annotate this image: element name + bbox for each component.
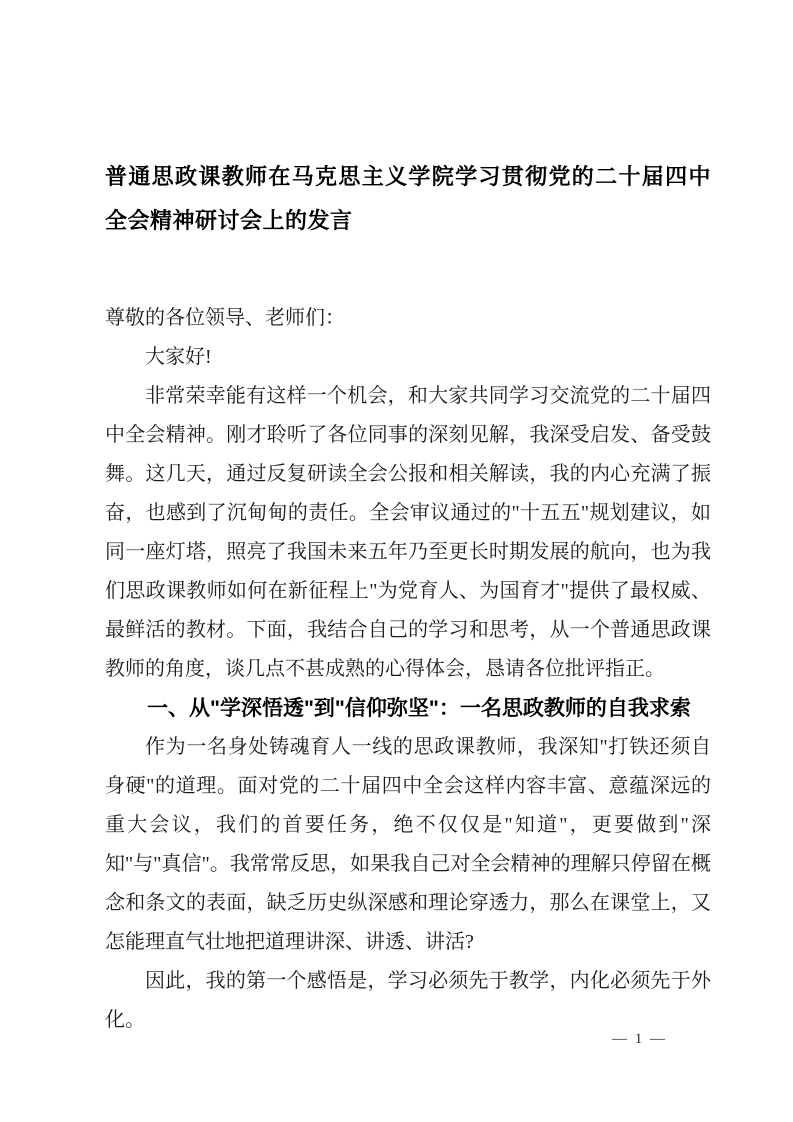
greeting-line: 大家好! <box>145 346 212 368</box>
salutation-line: 尊敬的各位领导、老师们： <box>105 307 345 329</box>
body-paragraph-2: 因此，我的第一个感悟是，学习必须先于教学，内化必须先于外化。 <box>105 970 711 1031</box>
body-paragraph-1: 作为一名身处铸魂育人一线的思政课教师，我深知"打铁还须自身硬"的道理。面对党的二十届四中全会这样内容丰富、意蕴深远的重大会议，我们的首要任务，绝不仅仅是"知道"，更要做到"深知"与"真信"。我常常反思，如果我自己对全会精神的理解只停留在概念和条文的表面，缺乏历史纵深感和理论穿透力，那么在课堂上，又怎能理直气壮地把道理讲深、讲透、讲活? <box>105 736 711 953</box>
opening-paragraph: 非常荣幸能有这样一个机会，和大家共同学习交流党的二十届四中全会精神。刚才聆听了各位同事的深刻见解，我深受启发、备受鼓舞。这几天，通过反复研读全会公报和相关解读，我的内心充满了振奋，也感到了沉甸甸的责任。全会审议通过的"十五五"规划建议，如同一座灯塔，照亮了我国未来五年乃至更长时期发展的航向，也为我们思政课教师如何在新征程上"为党育人、为国育才"提供了最权威、最鲜活的教材。下面，我结合自己的学习和思考，从一个普通思政课教师的角度，谈几点不甚成熟的心得体会，恳请各位批评指正。 <box>105 385 711 680</box>
document-title: 普通思政课教师在马克思主义学院学习贯彻党的二十届四中全会精神研讨会上的发言 <box>105 164 711 233</box>
document-content <box>105 155 711 1040</box>
page-number: — 1 — <box>612 1031 667 1047</box>
section-1-heading: 一、从"学深悟透"到"信仰弥坚"：一名思政教师的自我求索 <box>147 697 691 720</box>
